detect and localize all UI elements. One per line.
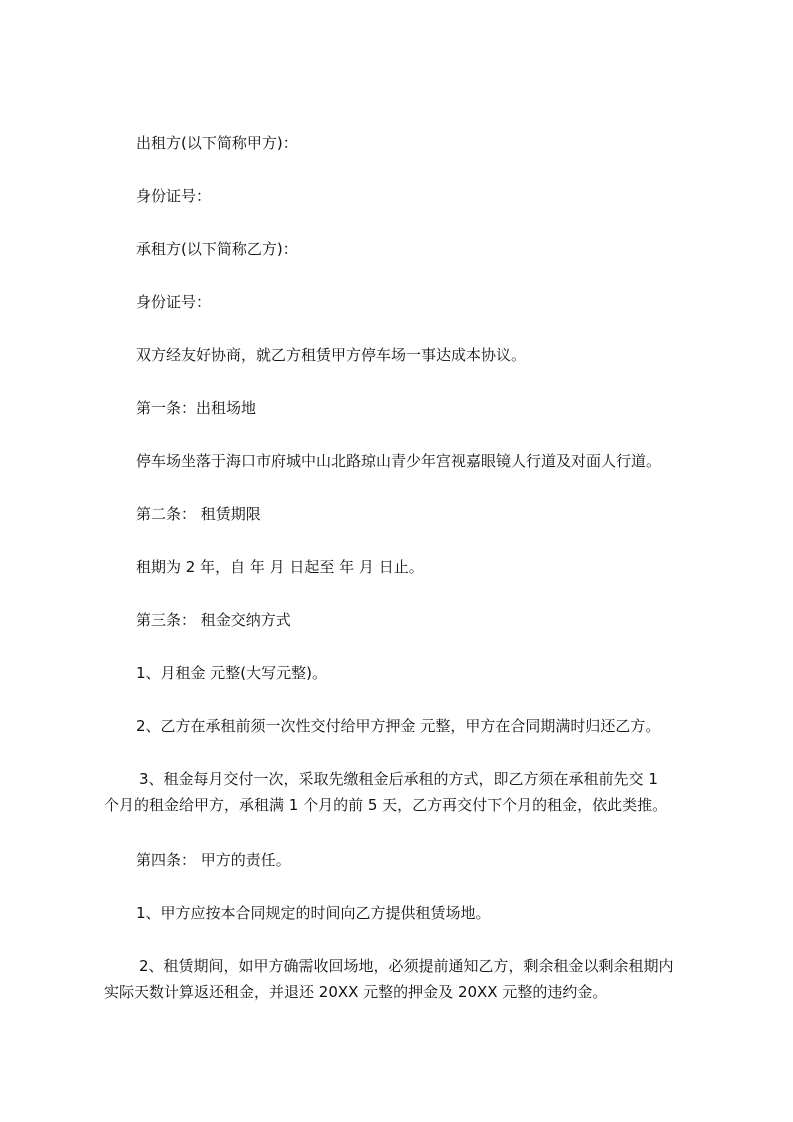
lessor-id-line: 身份证号： bbox=[136, 187, 212, 205]
article-3-item-3-line-2: 个月的租金给甲方，承租满 1 个月的前 5 天，乙方再交付下个月的租金，依此类推。 bbox=[104, 796, 668, 814]
article-1-body: 停车场坐落于海口市府城中山北路琼山青少年宫视嘉眼镜人行道及对面人行道。 bbox=[136, 452, 662, 470]
article-3-item-1: 1、月租金 元整(大写元整)。 bbox=[136, 664, 328, 682]
article-4-heading: 第四条： 甲方的责任。 bbox=[136, 851, 291, 869]
article-2-heading: 第二条： 租赁期限 bbox=[136, 505, 261, 523]
article-4-item-2-line-1: 2、租赁期间，如甲方确需收回场地，必须提前通知乙方，剩余租金以剩余租期内 bbox=[139, 957, 674, 975]
article-4-item-1: 1、甲方应按本合同规定的时间向乙方提供租赁场地。 bbox=[136, 904, 491, 922]
article-3-item-2: 2、乙方在承租前须一次性交付给甲方押金 元整，甲方在合同期满时归还乙方。 bbox=[136, 717, 661, 735]
lessee-id-line: 身份证号： bbox=[136, 293, 212, 311]
article-2-body: 租期为 2 年，自 年 月 日起至 年 月 日止。 bbox=[136, 558, 424, 576]
lessor-line: 出租方(以下简称甲方)： bbox=[136, 134, 298, 152]
article-4-item-2-line-2: 实际天数计算返还租金，并退还 20XX 元整的押金及 20XX 元整的违约金。 bbox=[104, 983, 608, 1001]
agreement-intro: 双方经友好协商，就乙方租赁甲方停车场一事达成本协议。 bbox=[136, 346, 527, 364]
article-3-item-3-line-1: 3、租金每月交付一次，采取先缴租金后承租的方式，即乙方须在承租前先交 1 bbox=[139, 770, 658, 788]
article-3-heading: 第三条： 租金交纳方式 bbox=[136, 611, 291, 629]
lessee-line: 承租方(以下简称乙方)： bbox=[136, 240, 298, 258]
article-1-heading: 第一条：出租场地 bbox=[136, 399, 257, 417]
